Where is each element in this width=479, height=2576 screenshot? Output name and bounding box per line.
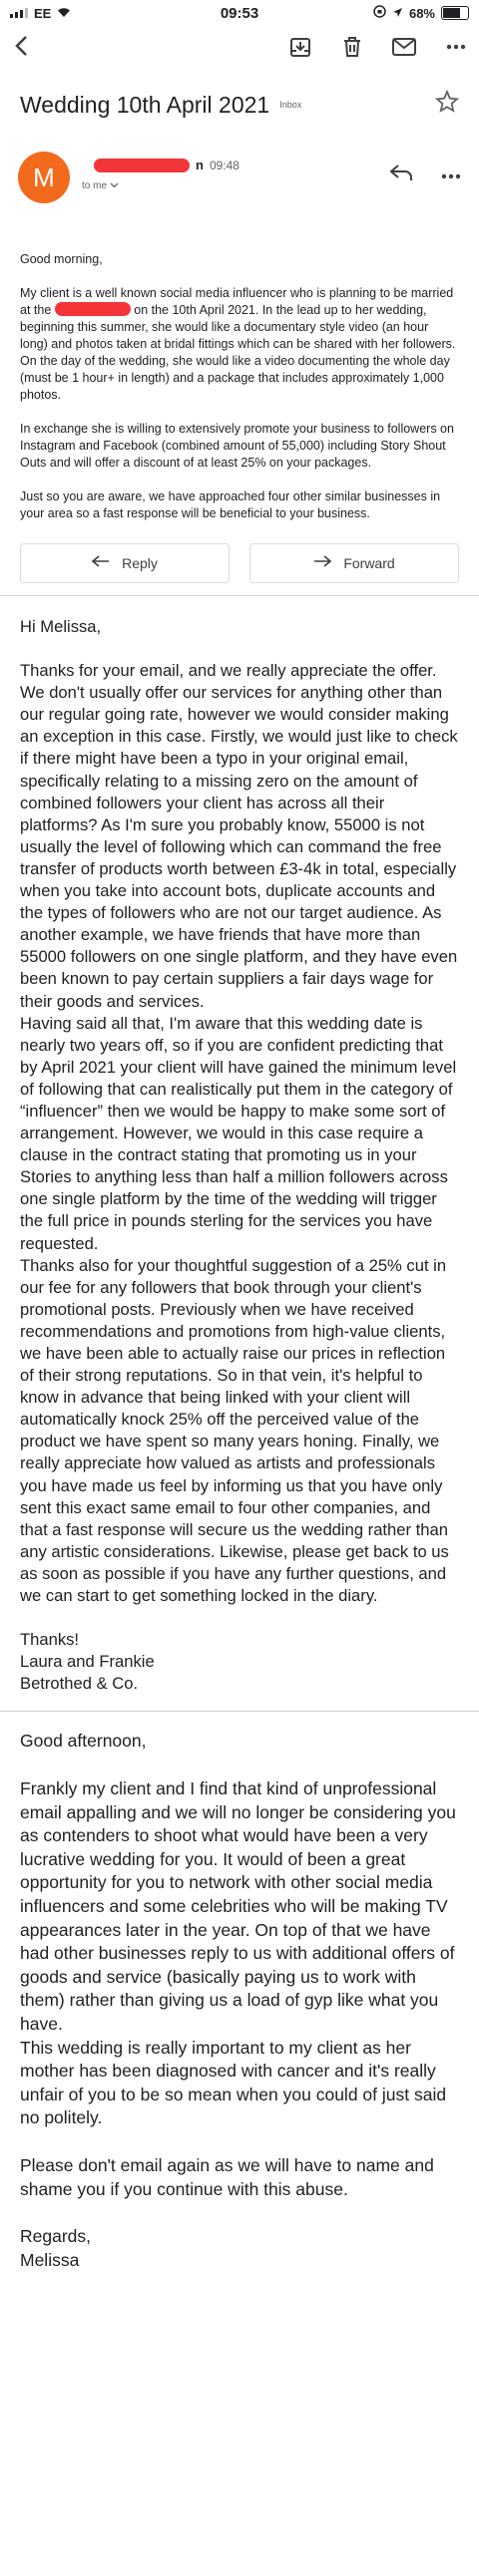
reply-2-paragraph-1: Frankly my client and I find that kind of unprofessional email appalling and we will no longer be considering you as contenders to shoot what would have been a very lucrative wedding for you. It would of been a great opportunity for you to network with other social media influencers and some celebrities who will be making TV appearances later in the year. On top of that we have had other businesses reply to us with additional offers of goods and service (basically paying us to work with them) rather than giving us a load of gyp like what you have.: [20, 1778, 456, 2034]
inbox-label[interactable]: Inbox: [279, 100, 302, 110]
sender-name-line: [82, 158, 240, 172]
email-paragraph-2: In exchange she is willing to extensively promote your business to followers on Instagram and Facebook (combined amount of 55,000) including Story Shout Outs and will offer a discount of at least 25% on your packages.: [20, 422, 454, 470]
reply-2-greeting: Good afternoon,: [20, 1731, 147, 1752]
email-paragraph-1: [20, 285, 459, 404]
email-time: 09:48: [209, 158, 240, 172]
email-paragraph-1-end: on the 10th April 2021. In the lead up to her wedding, beginning this summer, she would like a documentary style video (an hour long) and photos taken at bridal fittings which can be shared with her followers. On the day of the wedding, she would like a video documenting the whole day (must be 1 hour+ in length) and a package that includes approximately 1,000 photos.: [20, 303, 456, 402]
email-greeting: Good morning,: [20, 252, 103, 266]
reply-1-greeting: Hi Melissa,: [20, 617, 102, 636]
email-subject: Wedding 10th April 2021: [20, 91, 270, 118]
reply-message-2: [0, 1712, 479, 2288]
reply-2-paragraph-3: Please don't email again as we will have to name and shame you if you continue with this abuse.: [20, 2154, 434, 2199]
mail-toolbar: [0, 26, 479, 70]
status-right: [373, 5, 469, 21]
signal-icon: [10, 8, 28, 18]
sender-name-fragment: n: [196, 158, 204, 172]
rotation-lock-icon: [373, 5, 386, 21]
sender-info: [82, 152, 240, 191]
mail-icon[interactable]: [391, 34, 417, 60]
back-icon[interactable]: [14, 34, 28, 62]
sender-row: [0, 130, 479, 213]
reply-button-label: Reply: [122, 555, 158, 571]
status-bar: [0, 0, 479, 26]
reply-message-1: [0, 596, 479, 1711]
reply-2-paragraph-2: This wedding is really important to my client as her mother has been diagnosed with cancer and it's really unfair of you to be so mean when you could of just said no politely.: [20, 2037, 447, 2128]
delete-icon[interactable]: [339, 34, 365, 60]
recipient-label: to me: [82, 180, 108, 191]
reply-icon[interactable]: [389, 163, 413, 186]
sender-avatar[interactable]: M: [18, 152, 70, 203]
chevron-down-icon[interactable]: [110, 180, 119, 191]
recipient-line[interactable]: [82, 180, 240, 191]
star-icon[interactable]: [435, 90, 459, 121]
subject-row: [0, 70, 479, 130]
sender-more-icon[interactable]: [441, 166, 461, 184]
wifi-icon: [57, 6, 71, 21]
reply-1-paragraph-1: Thanks for your email, and we really appreciate the offer. We don't usually offer our services for anything other than our regular going rate, however we would consider making an exception in this case. Firstly, we would just like to check if there might have been a typo in your original email, specifically relating to a missing zero on the amount of combined followers your client has across all their platforms? As I'm sure you probably know, 55000 is not usually the level of following which can command the free transfer of products worth between £3-4k in total, especially when you take into account bots, duplicate accounts and the types of followers who are not our target audience. As another example, we have friends that have more than 55000 followers on one single platform, and they have even been known to pay certain suppliers a fair days wage for their goods and services.: [20, 661, 458, 1011]
reply-arrow-icon: [92, 555, 110, 572]
reply-1-signoff: Thanks!: [20, 1630, 80, 1650]
more-options-icon[interactable]: [443, 34, 469, 60]
carrier-label: EE: [34, 5, 52, 21]
reply-button[interactable]: [20, 543, 230, 583]
reply-1-paragraph-2: Having said all that, I'm aware that this wedding date is nearly two years off, so if you are confident predicting that by April 2021 your client will have gained the minimum level of following that can realistically put them in the category of “influencer” then we would be happy to make some sort of arrangement. However, we would in this case require a clause in the contract stating that promoting us in your Stories to anything less than half a million followers across one single platform by the time of the wedding will trigger the full price in pounds sterling for the services you have requested.: [20, 1013, 457, 1253]
reply-2-name: Melissa: [20, 2249, 80, 2270]
email-paragraph-3: Just so you are aware, we have approached four other similar businesses in your area so a fast response will be beneficial to your business.: [20, 489, 441, 520]
forward-arrow-icon: [313, 555, 331, 572]
redacted-sender-name: [94, 159, 190, 172]
email-paragraph-1-start: My client is a well known social media influencer who is planning to be married at the: [20, 286, 454, 317]
email-body: [0, 251, 479, 522]
location-icon: [392, 6, 403, 21]
reply-1-paragraph-3: Thanks also for your thoughtful suggestion of a 25% cut in our fee for any followers that book through your client's promotional posts. Previously when we have received recommendations and promotions from high-value clients, we have been able to actually raise our prices in reflection of their strong reputations. So in that vein, it's helpful to know in advance that being linked with your client will automatically knock 25% off the perceived value of the product we have spent so many years honing. Finally, we really appreciate how valued as artists and professionals you have made us feel by informing us that you have only sent this exact same email to four other companies, and that a fast response will secure us the wedding rather than any artistic considerations. Likewise, please get back to us as soon as possible if you have any further questions, and we can start to get something locked in the diary.: [20, 1255, 449, 1606]
reply-1-names: Laura and Frankie: [20, 1652, 155, 1672]
status-left: [10, 6, 71, 21]
battery-icon: [441, 6, 469, 20]
reply-2-signoff: Regards,: [20, 2226, 92, 2247]
status-time: 09:53: [220, 4, 259, 22]
reply-1-company: Betrothed & Co.: [20, 1674, 139, 1694]
forward-button[interactable]: [249, 543, 459, 583]
battery-percent: 68%: [408, 5, 435, 21]
reply-actions: [0, 539, 479, 595]
archive-icon[interactable]: [287, 34, 313, 60]
forward-button-label: Forward: [343, 555, 395, 571]
redacted-venue: [55, 302, 131, 316]
